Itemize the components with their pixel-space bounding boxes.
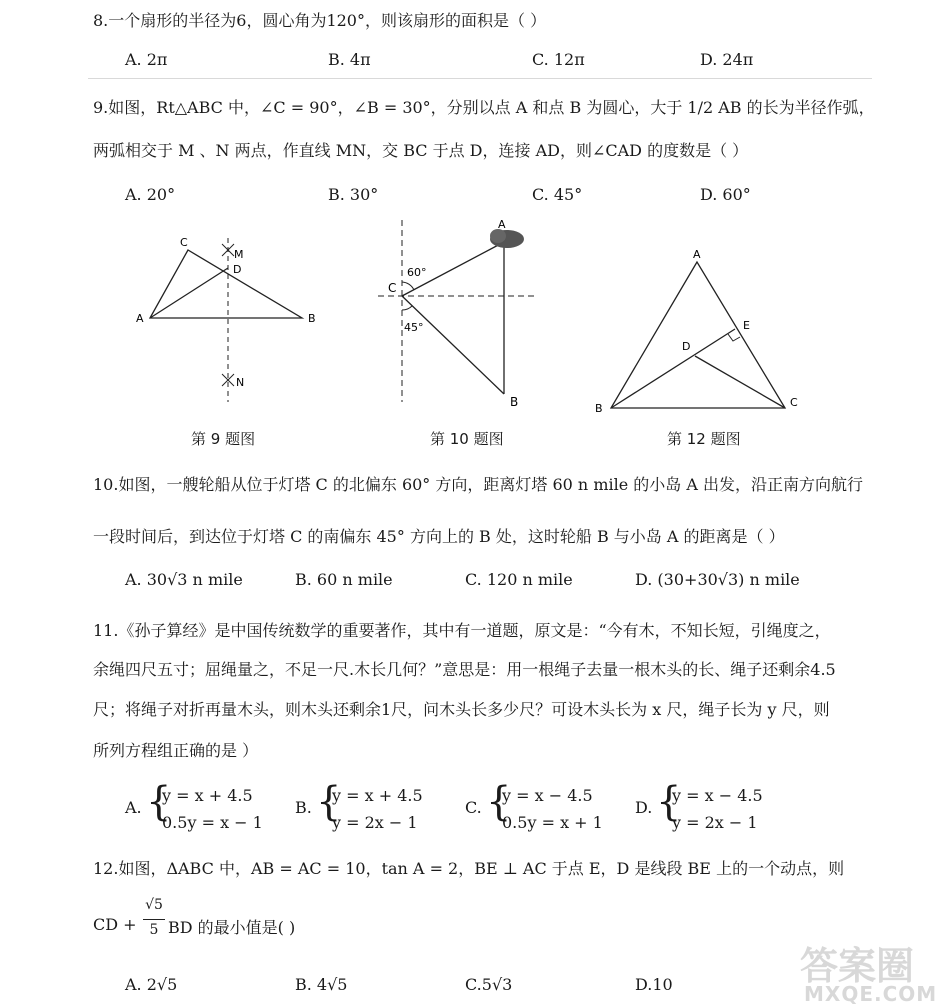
q11-option-d-eq2: y = 2x − 1 [672, 813, 758, 832]
q11-line1: 11.《孙子算经》是中国传统数学的重要著作，其中有一道题，原文是：“今有木，不知长短，引绳度之， [93, 621, 831, 640]
q10-option-d: D. (30+30√3) n mile [635, 570, 800, 589]
q11-option-d-eq1: y = x − 4.5 [672, 786, 763, 805]
q11-line2: 余绳四尺五寸；屈绳量之，不足一尺.木长几何？”意思是：用一根绳子去量一根木头的长、绳子还剩余4.5 [93, 660, 836, 679]
q11-option-d-brace: { [656, 779, 682, 825]
q9-option-c: C. 45° [532, 185, 583, 204]
fig12-label-d: D [682, 340, 691, 353]
fig9-caption: 第 9 题图 [191, 430, 256, 448]
q9-line2: 两弧相交于 M 、N 两点，作直线 MN，交 BC 于点 D，连接 AD，则∠CAD 的度数是（ ） [93, 141, 749, 160]
watermark-logo: 答案圈 [800, 944, 915, 988]
fig9-label-b: B [308, 312, 316, 325]
fig9-label-m: M [234, 248, 244, 261]
q11-line4: 所列方程组正确的是 ） [93, 741, 259, 760]
fig10-angle-60: 60° [407, 266, 427, 279]
figure-9 [130, 230, 330, 410]
q8-option-b: B. 4π [328, 50, 371, 69]
fig9-label-n: N [236, 376, 245, 389]
q9-line1: 9.如图，Rt△ABC 中，∠C = 90°，∠B = 30°，分别以点 A 和点 B 为圆心，大于 1/2 AB 的长为半径作弧， [93, 98, 875, 117]
q8-stem: 8.一个扇形的半径为6，圆心角为120°，则该扇形的面积是（ ） [93, 11, 547, 30]
q11-option-b-brace: { [316, 779, 342, 825]
q9-option-a: A. 20° [125, 185, 176, 204]
q11-option-d-letter: D. [635, 798, 653, 817]
fig9-label-d: D [233, 263, 242, 276]
q12-option-d: D.10 [635, 975, 673, 994]
q11-option-b-eq1: y = x + 4.5 [332, 786, 423, 805]
watermark-url: MXQE.COM [804, 982, 938, 1006]
q11-option-a-eq1: y = x + 4.5 [162, 786, 253, 805]
q12-option-a: A. 2√5 [125, 975, 178, 994]
q12-line1: 12.如图，ΔABC 中，AB = AC = 10，tan A = 2，BE ⊥ AC 于点 E，D 是线段 BE 上的一个动点，则 [93, 859, 845, 878]
fig12-label-b: B [595, 402, 603, 415]
fig12-caption: 第 12 题图 [667, 430, 741, 448]
q10-line1: 10.如图，一艘轮船从位于灯塔 C 的北偏东 60° 方向，距离灯塔 60 n mile 的小岛 A 出发，沿正南方向航行 [93, 475, 864, 494]
q9-option-b: B. 30° [328, 185, 379, 204]
fig10-label-a: A [498, 218, 506, 231]
q11-option-a-brace: { [146, 779, 172, 825]
q12-frac-numerator: √5 [145, 897, 163, 913]
q11-option-c-eq1: y = x − 4.5 [502, 786, 593, 805]
q11-option-c-brace: { [486, 779, 512, 825]
fig9-label-a: A [136, 312, 144, 325]
q11-option-b-eq2: y = 2x − 1 [332, 813, 418, 832]
fig10-angle-45: 45° [404, 321, 424, 334]
q12-option-c: C.5√3 [465, 975, 513, 994]
figure-12 [585, 240, 815, 420]
fig9-label-c: C [180, 236, 188, 249]
fig12-label-c: C [790, 396, 798, 409]
q8-option-d: D. 24π [700, 50, 754, 69]
q11-option-a-eq2: 0.5y = x − 1 [162, 813, 263, 832]
fig10-label-b: B [510, 395, 519, 409]
separator-line [88, 78, 872, 79]
fig10-caption: 第 10 题图 [430, 430, 504, 448]
q9-option-d: D. 60° [700, 185, 751, 204]
q11-option-c-letter: C. [465, 798, 482, 817]
q12-option-b: B. 4√5 [295, 975, 348, 994]
q10-option-a: A. 30√3 n mile [125, 570, 243, 589]
q12-expr-pre: CD + [93, 915, 137, 934]
q11-option-c-eq2: 0.5y = x + 1 [502, 813, 603, 832]
q12-expr-post: BD 的最小值是( ) [168, 918, 296, 937]
q12-frac-bar [143, 919, 165, 920]
q11-option-a-letter: A. [125, 798, 142, 817]
q11-option-b-letter: B. [295, 798, 312, 817]
q8-option-a: A. 2π [125, 50, 168, 69]
fig12-label-e: E [743, 319, 750, 332]
q10-line2: 一段时间后，到达位于灯塔 C 的南偏东 45° 方向上的 B 处，这时轮船 B 与小岛 A 的距离是（ ） [93, 527, 785, 546]
q8-option-c: C. 12π [532, 50, 585, 69]
q11-line3: 尺；将绳子对折再量木头，则木头还剩余1尺，问木头长多少尺？可设木头长为 x 尺，绳子长为 y 尺，则 [93, 700, 830, 719]
q10-option-c: C. 120 n mile [465, 570, 573, 589]
q10-option-b: B. 60 n mile [295, 570, 393, 589]
fig12-label-a: A [693, 248, 701, 261]
figure-10 [370, 212, 540, 412]
fig10-label-c: C [388, 281, 397, 295]
q12-frac-denominator: 5 [149, 922, 159, 938]
